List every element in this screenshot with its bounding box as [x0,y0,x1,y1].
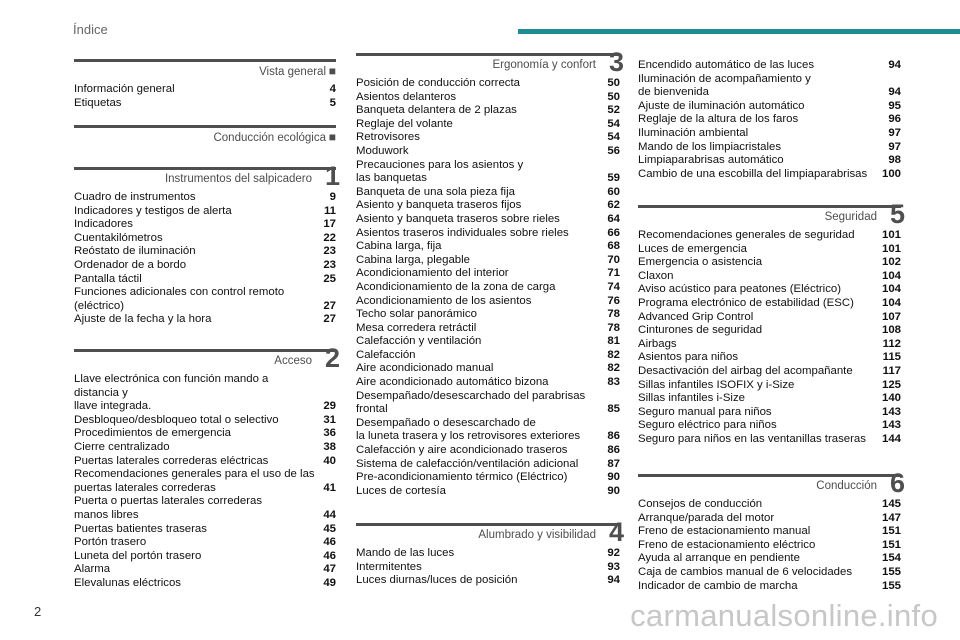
toc-entry-page: 54 [607,117,620,130]
header-accent-bar [518,29,960,34]
toc-entry-title: Ordenador de a bordo [74,258,187,271]
toc-entry[interactable] [356,118,620,132]
toc-entry-title: Luces de cortesía [356,484,446,497]
toc-entry[interactable] [74,273,336,287]
toc-entry-title: Banqueta delantera de 2 plazas [356,104,517,117]
toc-entry[interactable] [638,406,901,420]
toc-entry-page: 11 [323,204,336,217]
section-header [74,59,336,83]
toc-entry-title: Indicador de cambio de marcha [638,579,798,592]
section-title: Seguridad [824,211,877,223]
toc-entry[interactable] [638,419,901,433]
section-header [638,199,905,229]
toc-entry-page: 101 [881,229,901,241]
toc-entry-page: 104 [881,269,901,282]
toc-entry[interactable] [638,73,901,100]
toc-entry[interactable] [356,199,620,213]
toc-entry-title: Airbags [638,337,677,350]
section-header [638,468,905,498]
toc-entry[interactable] [638,512,901,526]
toc-entry[interactable] [356,159,620,186]
toc-entry-title: Posición de conducción correcta [356,77,520,89]
page-title: Índice [73,22,108,37]
toc-entry-title: Etiquetas [74,96,122,109]
toc-entry-title: Sillas infantiles ISOFIX y i-Size [638,378,795,391]
toc-entry-page: 104 [881,283,901,296]
toc-entry-title: Emergencia o asistencia [638,256,763,269]
toc-entry-page: 27 [323,299,336,312]
toc-entry-page: 22 [323,231,336,244]
toc-entry-title: Seguro para niños en las ventanillas traseras [638,432,866,445]
toc-entry[interactable] [74,232,336,246]
toc-entry[interactable] [356,390,620,417]
toc-entry-title: Asientos para niños [638,351,739,364]
section-number: 6 [889,468,905,498]
toc-entry-title: Techo solar panorámico [356,308,477,321]
toc-entry-title: Arranque/parada del motor [638,511,775,524]
toc-entry-title: Programa electrónico de estabilidad (ESC) [638,296,854,309]
toc-entry-title: Desempañado o desescarchado de la luneta trasera y los retrovisores exteriores [356,416,581,443]
toc-entry[interactable] [638,365,901,379]
toc-entry-title: Moduwork [356,144,409,157]
toc-entry-title: Calefacción y aire acondicionado traseros [356,444,568,457]
toc-entry[interactable] [74,218,336,232]
section-title: Ergonomía y confort [492,59,596,71]
toc-entry[interactable] [356,77,620,91]
toc-entry-page: 125 [881,378,901,391]
toc-entry-title: Asiento y banqueta traseros sobre rieles [356,212,560,225]
toc-entry-title: Elevalunas eléctricos [74,576,181,589]
toc-entry[interactable] [638,154,901,168]
section-title: Conducción ecológica [213,132,326,144]
toc-entry-page: 155 [881,579,901,592]
toc-entry-page: 100 [881,167,901,180]
toc-entry[interactable] [74,427,336,441]
toc-entry-page: 97 [888,126,901,139]
toc-entry-page: 27 [323,313,336,326]
toc-entry-page: 46 [323,536,336,549]
toc-entry-page: 50 [607,77,620,89]
toc-entry[interactable] [74,468,336,495]
toc-entry-title: Alarma [74,563,111,576]
section-title: Alumbrado y visibilidad [478,529,596,541]
toc-entry-page: 66 [607,226,620,239]
toc-entry[interactable] [356,145,620,159]
toc-entry[interactable] [74,536,336,550]
toc-entry[interactable] [638,168,901,182]
section-header [356,517,624,547]
toc-entry[interactable] [638,351,901,365]
toc-entry[interactable] [638,270,901,284]
toc-section [74,343,340,591]
toc-entry-title: Procedimientos de emergencia [74,427,232,440]
toc-entry-title: Mando de los limpiacristales [638,140,782,153]
toc-entry-page: 45 [323,522,336,535]
toc-entry-page: 81 [607,335,620,348]
toc-entry-title: Cinturones de seguridad [638,324,763,337]
toc-entry-title: Cierre centralizado [74,440,170,453]
toc-entry-page: 47 [323,563,336,576]
toc-entry[interactable] [356,295,620,309]
toc-entry[interactable] [356,281,620,295]
section-title: Vista general [259,66,326,78]
toc-entry[interactable] [638,311,901,325]
toc-entry-title: Consejos de conducción [638,498,763,510]
toc-entry-title: Reglaje del volante [356,117,453,130]
toc-entry-page: 154 [881,552,901,565]
toc-entry-page: 117 [882,364,901,377]
toc-entry-page: 36 [323,427,336,440]
toc-section [638,468,905,593]
toc-entry-title: Recomendaciones generales para el uso de las puertas laterales correderas [74,468,315,494]
toc-entry[interactable] [356,104,620,118]
toc-entry-title: Puertas batientes traseras [74,522,207,535]
page-number: 2 [34,604,42,619]
section-title: Conducción [816,480,877,492]
toc-entry-page: 94 [607,574,620,587]
toc-entry-title: Acondicionamiento del interior [356,267,509,280]
toc-entry-title: Puertas laterales correderas eléctricas [74,454,269,467]
toc-entry-title: Luneta del portón trasero [74,549,202,562]
toc-entry-page: 17 [323,218,336,231]
toc-entry-title: Claxon [638,269,674,282]
toc-entry[interactable] [638,59,901,73]
toc-entry[interactable] [74,550,336,564]
toc-entry-page: 38 [323,440,336,453]
toc-entry-title: Asiento y banqueta traseros fijos [356,199,522,212]
toc-entry-title: Indicadores [74,218,133,231]
toc-entry-page: 82 [607,362,620,375]
toc-entry-title: Cambio de una escobilla del limpiaparabrisas [638,167,868,180]
watermark: carmanualsonline.info [630,598,938,633]
toc-entry[interactable] [356,376,620,390]
toc-entry-title: Cuadro de instrumentos [74,191,196,203]
toc-entry[interactable] [74,286,336,313]
toc-entry[interactable] [356,131,620,145]
toc-entry-title: Ajuste de la fecha y la hora [74,313,212,326]
toc-entry-page: 145 [881,498,901,510]
section-title: Instrumentos del salpicadero [164,173,312,185]
toc-entry-title: Aire acondicionado automático bizona [356,376,549,389]
toc-entry-title: Ajuste de iluminación automático [638,99,805,112]
toc-entry[interactable] [74,495,336,522]
toc-entry[interactable] [356,267,620,281]
toc-entry-page: 64 [607,212,620,225]
toc-entry-page: 31 [323,413,336,426]
section-number: 1 [324,161,340,191]
toc-entry-page: 49 [323,576,336,589]
toc-entry-page: 68 [607,240,620,253]
toc-entry-page: 101 [881,242,901,255]
toc-entry-page: 104 [881,296,901,309]
toc-entry-page: 44 [323,508,336,521]
toc-entry-title: Iluminación ambiental [638,126,749,139]
toc-entry[interactable] [638,433,901,447]
toc-entry-page: 23 [323,258,336,271]
toc-entry[interactable] [638,324,901,338]
toc-entry[interactable] [74,563,336,577]
toc-entry[interactable] [356,349,620,363]
toc-entry-page: 74 [607,280,620,293]
toc-entry-title: Freno de estacionamiento eléctrico [638,538,816,551]
section-header [74,125,336,149]
toc-entry-title: Desactivación del airbag del acompañante [638,364,853,377]
toc-entry-title: Ayuda al arranque en pendiente [638,552,800,565]
square-marker-icon: ■ [328,130,336,144]
toc-entry-title: Luces de emergencia [638,242,747,255]
toc-entry-page: 90 [607,471,620,484]
toc-entry-page: 46 [323,549,336,562]
toc-entry-page: 143 [881,405,901,418]
toc-entry[interactable] [74,373,336,414]
toc-section [74,161,340,327]
toc-entry-page: 54 [607,131,620,144]
toc-entry[interactable] [74,191,336,205]
toc-entry-title: Cuentakilómetros [74,231,163,244]
toc-entry-title: Cabina larga, fija [356,240,442,253]
section-number: 2 [324,343,340,373]
toc-entry-page: 25 [323,272,336,285]
toc-entry-title: Sistema de calefacción/ventilación adicional [356,457,579,470]
section-header [356,47,624,77]
toc-entry-page: 4 [329,83,336,95]
toc-entry[interactable] [356,91,620,105]
toc-entry-page: 78 [607,321,620,334]
toc-entry-page: 5 [329,96,336,109]
toc-entry-page: 96 [888,113,901,126]
toc-entry-page: 23 [323,245,336,258]
toc-entry-page: 151 [881,538,901,551]
toc-entry-page: 52 [607,104,620,117]
toc-entry[interactable] [638,525,901,539]
toc-entry-title: Asientos traseros individuales sobre rieles [356,226,569,239]
toc-entry-title: Luces diurnas/luces de posición [356,574,518,587]
section-number: 3 [608,47,624,77]
toc-entry-title: Portón trasero [74,536,147,549]
toc-entry-title: Limpiaparabrisas automático [638,154,784,167]
toc-entry-title: Aviso acústico para peatones (Eléctrico) [638,283,842,296]
toc-entry-page: 155 [881,565,901,578]
toc-entry-page: 144 [881,432,901,445]
toc-entry[interactable] [638,379,901,393]
toc-entry-title: Desbloqueo/desbloqueo total o selectivo [74,413,279,426]
toc-entry[interactable] [638,297,901,311]
toc-entry-title: Mando de las luces [356,547,455,559]
toc-entry-page: 9 [329,191,336,203]
toc-entry[interactable] [74,455,336,469]
toc-entry-title: Intermitentes [356,560,422,573]
toc-entry[interactable] [356,322,620,336]
toc-entry-page: 94 [888,59,901,71]
toc-entry[interactable] [356,186,620,200]
toc-entry[interactable] [356,417,620,444]
toc-entry-page: 86 [607,444,620,457]
toc-entry[interactable] [356,254,620,268]
toc-entry[interactable] [356,335,620,349]
toc-entry-page: 93 [607,560,620,573]
toc-entry[interactable] [356,240,620,254]
toc-entry[interactable] [356,458,620,472]
section-number: 5 [889,199,905,229]
toc-entry[interactable] [74,205,336,219]
toc-entry-page: 102 [881,256,901,269]
toc-entry[interactable] [74,83,336,97]
section-number: 4 [608,517,624,547]
toc-entry-title: Desempañado/desescarchado del parabrisas frontal [356,389,586,416]
toc-entry-page: 76 [607,294,620,307]
toc-entry[interactable] [356,471,620,485]
toc-entry-title: Iluminación de acompañamiento y de bienvenida [638,72,811,99]
toc-entry-title: Freno de estacionamiento manual [638,525,811,538]
toc-entry[interactable] [74,414,336,428]
toc-entry[interactable] [638,256,901,270]
toc-entry-page: 70 [607,253,620,266]
toc-entry-page: 115 [882,351,901,364]
toc-entry-title: Seguro manual para niños [638,405,772,418]
toc-entry[interactable] [638,243,901,257]
toc-entry-page: 147 [881,511,901,524]
toc-entry-title: Indicadores y testigos de alerta [74,204,232,217]
toc-entry[interactable] [638,392,901,406]
toc-entry[interactable] [74,523,336,537]
toc-entry[interactable] [74,577,336,591]
toc-entry-title: Pantalla táctil [74,272,142,285]
toc-entry-page: 59 [607,172,620,185]
toc-entry-title: Pre-acondicionamiento térmico (Eléctrico) [356,471,568,484]
toc-entry[interactable] [638,127,901,141]
toc-entry-title: Funciones adicionales con control remoto (eléctrico) [74,286,285,312]
toc-entry[interactable] [356,227,620,241]
toc-entry-title: Advanced Grip Control [638,310,754,323]
toc-entry-page: 86 [607,430,620,443]
toc-entry[interactable] [356,362,620,376]
toc-entry-title: Precauciones para los asientos y las banquetas [356,158,524,185]
toc-entry-title: Información general [74,83,175,95]
toc-entry-page: 112 [882,337,901,350]
toc-entry[interactable] [356,485,620,499]
toc-entry-page: 71 [607,267,620,280]
toc-entry[interactable] [638,229,901,243]
toc-entry-page: 78 [607,308,620,321]
toc-entry[interactable] [638,498,901,512]
toc-entry-title: Mesa corredera retráctil [356,321,477,334]
toc-entry[interactable] [638,552,901,566]
section-title: Acceso [274,355,312,367]
toc-section [356,47,624,498]
toc-entry-title: Llave electrónica con función mando a distancia y llave integrada. [74,373,269,413]
toc-entry-page: 140 [881,392,901,405]
toc-entry-page: 107 [881,310,901,323]
toc-entry[interactable] [356,444,620,458]
toc-entry-page: 87 [607,457,620,470]
toc-entry[interactable] [356,547,620,561]
toc-entry-page: 56 [607,144,620,157]
toc-entry-title: Encendido automático de las luces [638,59,815,71]
toc-entry-page: 151 [881,525,901,538]
toc-entry[interactable] [356,574,620,588]
toc-entry[interactable] [74,259,336,273]
toc-entry-page: 83 [607,376,620,389]
toc-entry-page: 94 [888,86,901,99]
toc-section [638,59,901,181]
square-marker-icon: ■ [328,64,336,78]
toc-entry[interactable] [638,100,901,114]
toc-entry-page: 41 [323,481,336,494]
toc-entry-title: Puerta o puertas laterales correderas manos libres [74,495,263,521]
toc-entry-title: Reóstato de iluminación [74,245,196,258]
toc-entry-page: 98 [888,154,901,167]
toc-entry-page: 82 [607,348,620,361]
toc-entry[interactable] [74,313,336,327]
toc-section [356,517,624,588]
toc-entry-title: Calefacción y ventilación [356,335,482,348]
toc-entry[interactable] [356,213,620,227]
toc-entry-page: 29 [323,400,336,413]
toc-entry[interactable] [74,441,336,455]
toc-entry-title: Acondicionamiento de la zona de carga [356,280,556,293]
toc-entry-title: Recomendaciones generales de seguridad [638,229,855,241]
toc-entry-page: 108 [881,324,901,337]
toc-entry-page: 60 [607,185,620,198]
toc-entry-page: 40 [323,454,336,467]
toc-entry[interactable] [638,338,901,352]
toc-entry-title: Cabina larga, plegable [356,253,470,266]
toc-entry[interactable] [638,283,901,297]
toc-entry[interactable] [638,539,901,553]
section-header [74,161,340,191]
toc-entry-page: 143 [881,419,901,432]
toc-section [74,59,336,110]
section-header [74,343,340,373]
toc-entry-page: 92 [607,547,620,559]
toc-entry-title: Calefacción [356,348,416,361]
toc-entry-title: Asientos delanteros [356,90,457,103]
toc-entry[interactable] [638,566,901,580]
toc-entry[interactable] [74,97,336,111]
toc-entry[interactable] [638,113,901,127]
toc-entry-title: Acondicionamiento de los asientos [356,294,532,307]
toc-entry-title: Seguro eléctrico para niños [638,419,777,432]
toc-entry[interactable] [356,561,620,575]
toc-entry-page: 95 [888,99,901,112]
toc-entry-title: Caja de cambios manual de 6 velocidades [638,565,853,578]
toc-section [638,199,905,447]
toc-entry[interactable] [638,141,901,155]
toc-entry-page: 62 [607,199,620,212]
toc-entry-title: Retrovisores [356,131,420,144]
toc-section [74,125,336,149]
toc-entry-page: 85 [607,403,620,416]
toc-entry-title: Banqueta de una sola pieza fija [356,185,515,198]
toc-entry[interactable] [638,580,901,594]
toc-entry-page: 97 [888,140,901,153]
toc-entry-page: 50 [607,90,620,103]
toc-entry-page: 90 [607,484,620,497]
toc-entry-title: Reglaje de la altura de los faros [638,113,799,126]
toc-entry[interactable] [356,308,620,322]
toc-entry-title: Aire acondicionado manual [356,362,494,375]
toc-entry-title: Sillas infantiles i-Size [638,392,745,405]
toc-entry[interactable] [74,245,336,259]
